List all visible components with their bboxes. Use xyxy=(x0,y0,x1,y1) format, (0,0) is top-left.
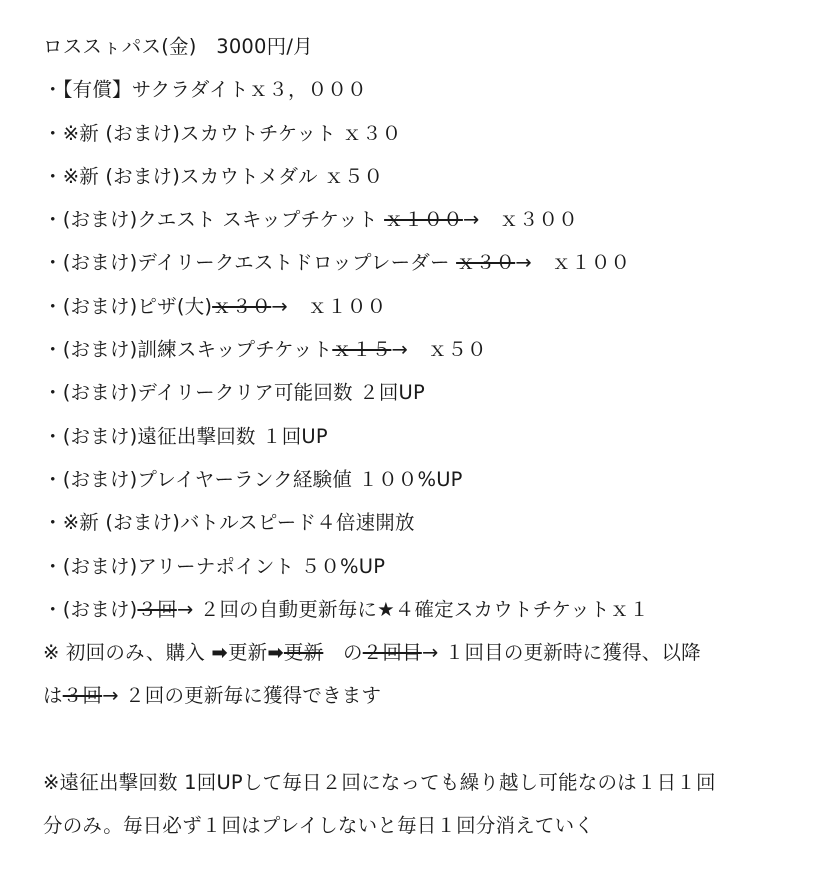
note-expedition-line1: ※遠征出撃回数 1回UPして毎日２回になっても繰り越し可能なのは１日１回 xyxy=(43,771,716,795)
list-item-sakuradite: ・【有償】サクラダイトｘ３，０００ xyxy=(43,78,367,102)
note-initial-purchase-line2 xyxy=(43,674,803,717)
note-prefix: ※ 初回のみ、購入 xyxy=(43,641,212,665)
note-renewal-text: 更新 xyxy=(227,641,268,665)
list-item-scout-medal: ・※新 (おまけ)スカウトメダル ｘ５０ xyxy=(43,164,384,188)
note-text: は xyxy=(43,684,63,708)
note-text: の xyxy=(323,641,363,665)
item-label: ・(おまけ)訓練スキップチケット xyxy=(43,338,333,362)
old-value-struck: ｘ１００ xyxy=(384,208,463,232)
old-value-struck: ｘ３０ xyxy=(212,294,272,318)
new-value: → ｘ５０ xyxy=(391,338,487,362)
old-value-struck: ｘ３０ xyxy=(456,251,516,275)
note-text: → ２回の更新毎に獲得できます xyxy=(102,684,382,708)
list-item-pizza xyxy=(43,285,803,328)
list-item-drop-radar xyxy=(43,241,803,284)
item-label: ・(おまけ) xyxy=(43,597,138,621)
note-initial-purchase-line1 xyxy=(43,631,803,674)
right-arrow-icon: ➡ xyxy=(267,641,284,665)
item-label: ・(おまけ)ピザ(大) xyxy=(43,294,213,318)
list-item-auto-renewal-ticket xyxy=(43,588,803,631)
item-label: ・(おまけ)クエスト スキップチケット xyxy=(43,208,385,232)
document-body xyxy=(43,25,803,848)
list-item-daily-clear-count: ・(おまけ)デイリークリア可能回数 ２回UP xyxy=(43,381,425,405)
old-value-struck: 更新 xyxy=(283,641,324,665)
list-item-battle-speed: ・※新 (おまけ)バトルスピード４倍速開放 xyxy=(43,511,415,535)
old-value-struck: ｘ１５ xyxy=(332,338,392,362)
list-item-scout-ticket: ・※新 (おまけ)スカウトチケット ｘ３０ xyxy=(43,121,402,145)
list-item-training-skip-ticket xyxy=(43,328,803,371)
new-value: → ２回の自動更新毎に★４確定スカウトチケットｘ１ xyxy=(176,597,650,621)
note-expedition-line2: 分のみ。毎日必ず１回はプレイしないと毎日１回分消えていく xyxy=(43,814,595,838)
note-text: → １回目の更新時に獲得、以降 xyxy=(421,641,701,665)
new-value: → ｘ１００ xyxy=(271,294,387,318)
list-item-expedition-count: ・(おまけ)遠征出撃回数 １回UP xyxy=(43,424,328,448)
spacer xyxy=(43,718,803,761)
old-value-struck: ２回目 xyxy=(362,641,422,665)
new-value: → ｘ１００ xyxy=(515,251,631,275)
item-label: ・(おまけ)デイリークエストドロップレーダー xyxy=(43,251,457,275)
list-item-quest-skip-ticket xyxy=(43,198,803,241)
list-item-player-rank-exp: ・(おまけ)プレイヤーランク経験値 １００%UP xyxy=(43,467,463,491)
right-arrow-icon: ➡ xyxy=(211,641,228,665)
pass-title: ロススㇳパス(金) 3000円/月 xyxy=(43,35,313,58)
list-item-arena-points: ・(おまけ)アリーナポイント ５０%UP xyxy=(43,554,386,578)
old-value-struck: ３回 xyxy=(62,684,103,708)
new-value: → ｘ３００ xyxy=(462,208,578,232)
old-value-struck: ３回 xyxy=(137,597,177,621)
